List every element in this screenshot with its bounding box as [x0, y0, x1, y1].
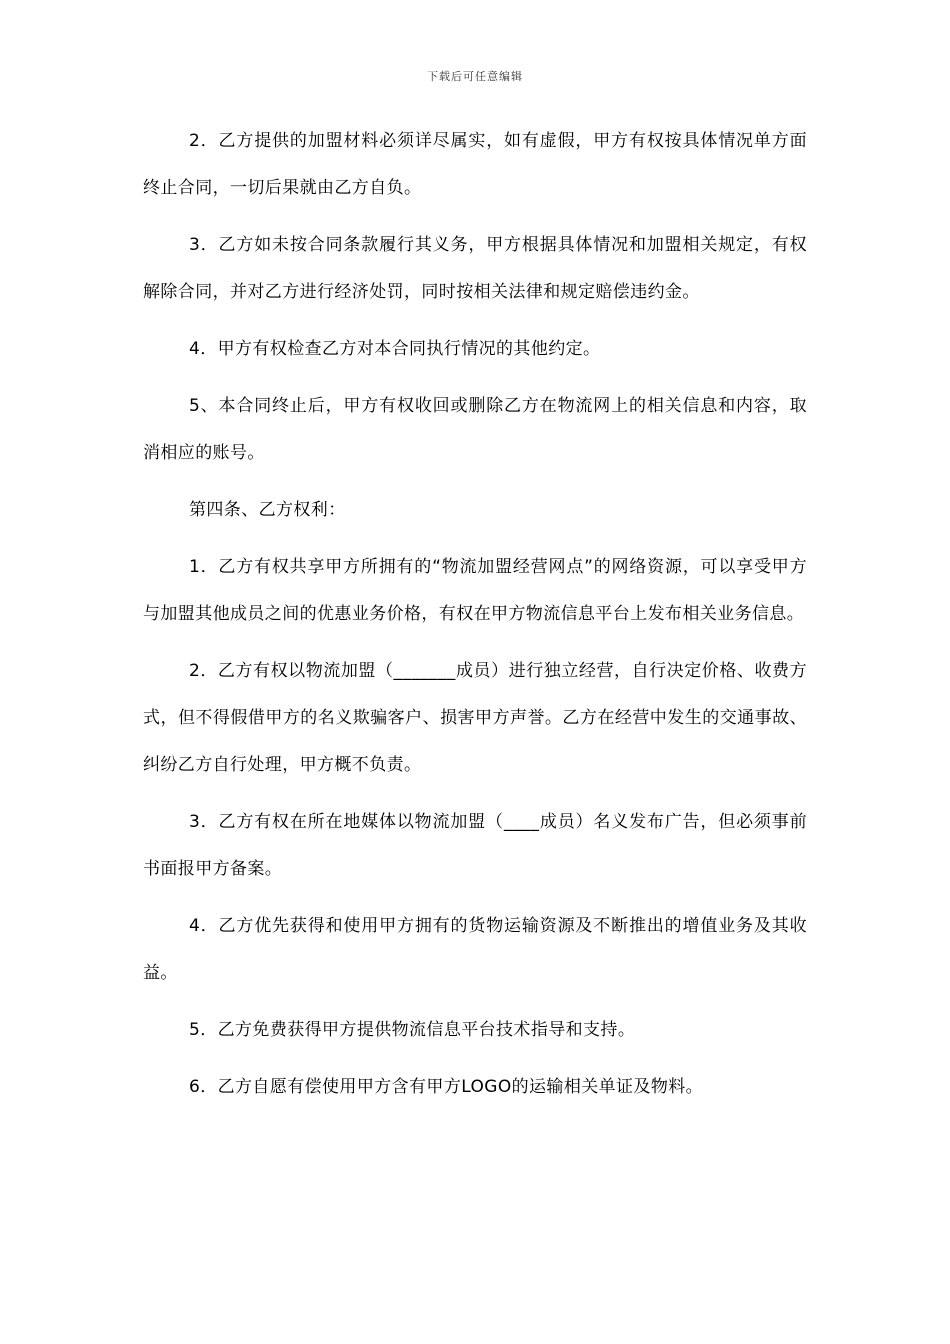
- paragraph-right-1: 1．乙方有权共享甲方所拥有的“物流加盟经营网点”的网络资源，可以享受甲方与加盟其他成员之间的优惠业务价格，有权在甲方物流信息平台上发布相关业务信息。: [143, 557, 807, 624]
- page-header: 下载后可任意编辑: [427, 70, 523, 83]
- paragraph-right-2: 2．乙方有权以物流加盟（_______成员）进行独立经营，自行决定价格、收费方式，但不得假借甲方的名义欺骗客户、损害甲方声誉。乙方在经营中发生的交通事故、纠纷乙方自行处理，甲方概不负责。: [143, 661, 807, 775]
- section-heading-article-4: 第四条、乙方权利：: [189, 500, 346, 520]
- paragraph-clause-4: 4．甲方有权检查乙方对本合同执行情况的其他约定。: [189, 339, 601, 359]
- paragraph-right-5: 5．乙方免费获得甲方提供物流信息平台技术指导和支持。: [189, 1020, 636, 1040]
- paragraph-clause-3: 3．乙方如未按合同条款履行其义务，甲方根据具体情况和加盟相关规定，有权解除合同，并对乙方进行经济处罚，同时按相关法律和规定赔偿违约金。: [143, 235, 807, 302]
- document-body: [143, 118, 807, 1121]
- paragraph-clause-5: 5、本合同终止后，甲方有权收回或删除乙方在物流网上的相关信息和内容，取消相应的账号。: [143, 396, 807, 463]
- paragraph-right-3: 3．乙方有权在所在地媒体以物流加盟（____成员）名义发布广告，但必须事前书面报甲方备案。: [143, 812, 807, 879]
- paragraph-clause-2: 2．乙方提供的加盟材料必须详尽属实，如有虚假，甲方有权按具体情况单方面终止合同，一切后果就由乙方自负。: [143, 131, 807, 198]
- paragraph-right-6: 6．乙方自愿有偿使用甲方含有甲方LOGO的运输相关单证及物料。: [189, 1077, 704, 1097]
- paragraph-right-4: 4．乙方优先获得和使用甲方拥有的货物运输资源及不断推出的增值业务及其收益。: [143, 916, 807, 983]
